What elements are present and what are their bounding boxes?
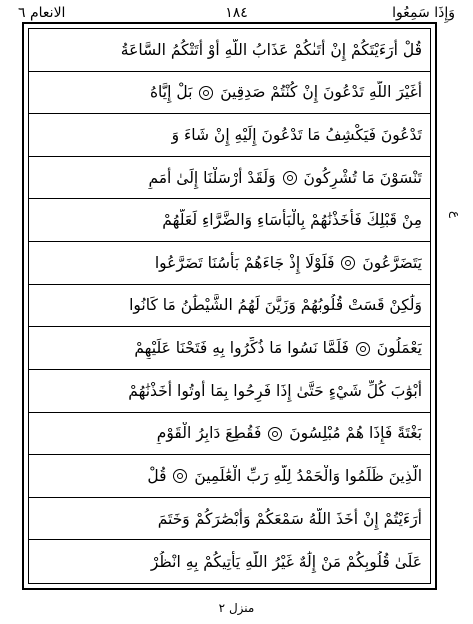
verse-text: يَتَضَرَّعُونَ فَلَوْلَا إِذْ جَاءَهُمْ بَأْسُنَا تَضَرَّعُوا — [154, 253, 422, 272]
page-number: ١٨٤ — [225, 5, 248, 21]
surah-name: الانعام ٦ — [18, 5, 66, 21]
text-line — [29, 114, 430, 157]
verse-text: تَدْعُونَ فَيَكْشِفُ مَا تَدْعُونَ إِلَيْهِ إِنْ شَاءَ وَ — [171, 126, 422, 145]
verse-text: وَلَٰكِنْ قَسَتْ قُلُوبُهُمْ وَزَيَّنَ لَهُمُ الشَّيْطَٰنُ مَا كَانُوا — [129, 296, 422, 315]
ruku-marker: ع — [449, 211, 463, 219]
verse-text: عَلَىٰ قُلُوبِكُمْ مَنْ إِلَٰهٌ غَيْرُ اللَّهِ يَأْتِيكُمْ بِهِ انْظُرْ — [150, 552, 422, 571]
text-line — [29, 157, 430, 200]
text-line — [29, 455, 430, 498]
page-header — [18, 2, 455, 24]
text-line — [29, 327, 430, 370]
ayah-end-marker — [341, 256, 355, 270]
verse-text: أَغَيْرَ اللَّهِ تَدْعُونَ إِنْ كُنْتُمْ صَدِقِينَ بَلْ إِيَّاهُ — [149, 83, 422, 102]
juz-name: وَإِذَا سَمِعُوا — [392, 5, 455, 21]
verse-text: الَّذِينَ ظَلَمُوا وَالْحَمْدُ لِلَّهِ رَبِّ الْعَٰلَمِينَ قُلْ — [147, 466, 422, 485]
verse-text: قُلْ أَرَءَيْتَكُمْ إِنْ أَتَىٰكُمْ عَذَابُ اللَّهِ أَوْ أَتَتْكُمُ السَّاعَةُ — [120, 40, 422, 59]
verse-text: أَرَءَيْتُمْ إِنْ أَخَذَ اللَّهُ سَمْعَكُمْ وَأَبْصَٰرَكُمْ وَخَتَمَ — [157, 509, 422, 528]
ayah-end-marker — [356, 342, 370, 356]
verse-text: يَعْمَلُونَ فَلَمَّا نَسُوا مَا ذُكِّرُوا بِهِ فَتَحْنَا عَلَيْهِمْ — [134, 339, 422, 358]
ayah-end-marker — [199, 86, 213, 100]
text-line — [29, 370, 430, 413]
verse-text: مِنْ قَبْلِكَ فَأَخَذْنَٰهُمْ بِالْبَأْسَاءِ وَالضَّرَّاءِ لَعَلَّهُمْ — [162, 211, 422, 230]
text-line — [29, 540, 430, 583]
text-line — [29, 498, 430, 541]
ayah-end-marker — [268, 427, 282, 441]
text-line — [29, 413, 430, 456]
ayah-end-marker — [283, 171, 297, 185]
verse-text: بَغْتَةً فَإِذَا هُمْ مُبْلِسُونَ فَقُطِعَ دَابِرُ الْقَوْمِ — [156, 424, 422, 443]
verse-text: أَبْوَٰبَ كُلِّ شَيْءٍ حَتَّىٰ إِذَا فَرِحُوا بِمَا أُوتُوا أَخَذْنَٰهُمْ — [128, 381, 422, 400]
verse-text: تَنْسَوْنَ مَا تُشْرِكُونَ وَلَقَدْ أَرْسَلْنَا إِلَىٰ أُمَمٍ — [148, 168, 422, 187]
text-line — [29, 285, 430, 328]
ayah-end-marker — [173, 469, 187, 483]
text-body — [29, 29, 430, 583]
text-line — [29, 242, 430, 285]
manzil-label: منزل ٢ — [218, 601, 255, 615]
text-line — [29, 29, 430, 72]
text-line — [29, 199, 430, 242]
text-line — [29, 72, 430, 115]
